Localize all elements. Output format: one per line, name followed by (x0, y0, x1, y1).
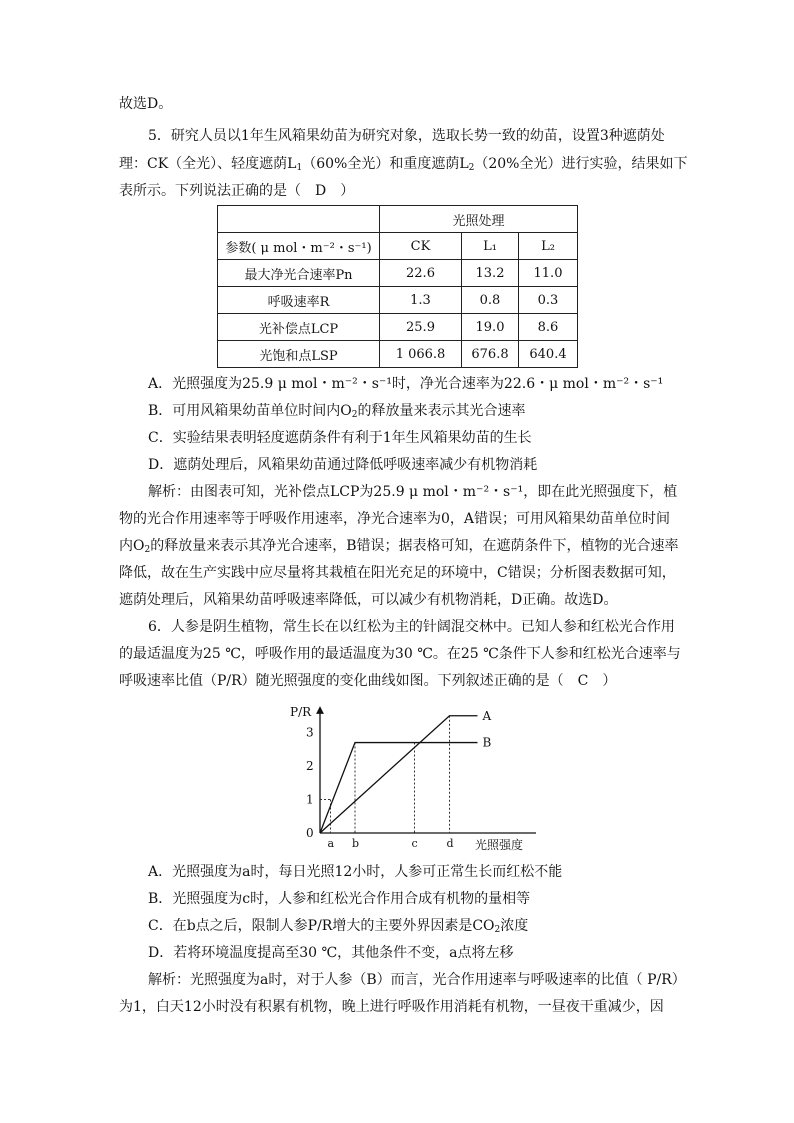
table-cell: 640.4 (519, 341, 578, 368)
text-line: 故选D。 (119, 96, 173, 112)
table-column-header: L₁ (462, 233, 519, 260)
option-line: D．遮荫处理后，风箱果幼苗通过降低呼吸速率减少有机物消耗 (148, 457, 538, 473)
x-tick-label: a (327, 837, 335, 850)
table-cell: 11.0 (519, 260, 578, 287)
table-group-header: 光照处理 (380, 206, 578, 233)
option-line: A．光照强度为a时，每日光照12小时，人参可正常生长而红松不能 (148, 864, 563, 880)
table-cell: 676.8 (462, 341, 519, 368)
question-6-line: 呼吸速率比值（P/R）随光照强度的变化曲线如图。下列叙述正确的是（ C ） (119, 673, 617, 689)
table-row-label: 光补偿点LCP (218, 314, 380, 341)
explanation-line: 解析：光照强度为a时，对于人参（B）而言，光合作用速率与呼吸速率的比值（ P/R） (148, 972, 686, 988)
series-label-B: B (482, 735, 492, 750)
y-axis-label: P/R (290, 705, 312, 719)
explanation-line: 内$O_2$的释放量来表示其净光合速率，B错误；据表格可知，在遮荫条件下，植物的光合速率 (119, 538, 679, 555)
table-row (218, 314, 578, 341)
data-table (217, 205, 578, 368)
explanation-line: 物的光合作用速率等于呼吸作用速率，净光合速率为0，A错误；可用风箱果幼苗单位时间 (119, 511, 671, 527)
option-line: C．实验结果表明轻度遮荫条件有利于1年生风箱果幼苗的生长 (148, 430, 532, 446)
table-param-label: 参数( μ mol・m⁻²・s⁻¹) (218, 233, 380, 260)
y-tick-label: 3 (306, 725, 314, 740)
option-line: C．在b点之后，限制人参P/R增大的主要外界因素是$CO_2$浓度 (148, 918, 529, 935)
pr-line-chart (286, 700, 546, 860)
table-cell: 25.9 (380, 314, 462, 341)
y-tick-label: 0 (306, 826, 314, 840)
table-cell: 13.2 (462, 260, 519, 287)
table-row-label: 光饱和点LSP (218, 341, 380, 368)
table-column-header: CK (380, 233, 462, 260)
option-line: B．光照强度为c时，人参和红松光合作用合成有机物的量相等 (148, 891, 531, 907)
explanation-line: 解析：由图表可知，光补偿点LCP为25.9 μ mol・m⁻²・s⁻¹，即在此光照强度下，植 (148, 484, 678, 500)
question-6-line: 6．人参是阴生植物，常生长在以红松为主的针阔混交林中。已知人参和红松光合作用 (148, 619, 675, 635)
table-row (218, 341, 578, 368)
option-line: D．若将环境温度提高至30 ℃，其他条件不变，a点将左移 (148, 945, 514, 961)
y-tick-label: 2 (306, 759, 314, 773)
table-cell: 19.0 (462, 314, 519, 341)
series-label-A: A (482, 708, 492, 723)
table-corner-cell (218, 206, 380, 233)
question-5-line: 5．研究人员以1年生风箱果幼苗为研究对象，选取长势一致的幼苗，设置3种遮荫处 (148, 128, 665, 144)
y-tick-label: 1 (306, 792, 314, 807)
table-row-label: 呼吸速率R (218, 287, 380, 314)
table-cell: 0.3 (519, 287, 578, 314)
table-cell: 0.8 (462, 287, 519, 314)
series-line-A (320, 716, 478, 833)
table-column-header: L₂ (519, 233, 578, 260)
table-cell: 22.6 (380, 260, 462, 287)
x-tick-label: c (411, 837, 418, 850)
x-tick-label: d (446, 837, 454, 850)
x-tick-label: b (352, 837, 360, 850)
table-cell: 8.6 (519, 314, 578, 341)
question-5-line: 表所示。下列说法正确的是（ D ） (119, 183, 355, 199)
table-cell: 1.3 (380, 287, 462, 314)
explanation-line: 为1，白天12小时没有积累有机物，晚上进行呼吸作用消耗有机物，一昼夜干重减少，因 (119, 999, 664, 1015)
explanation-line: 遮荫处理后，风箱果幼苗呼吸速率降低，可以减少有机物消耗，D正确。故选D。 (119, 592, 618, 608)
table-cell: 1 066.8 (380, 341, 462, 368)
question-5-line: 理：CK（全光）、轻度遮荫$L_1(60\%$全光）和重度遮荫$L_2(20\%$全光）进行实验，结果如下 (119, 156, 688, 173)
explanation-line: 降低，故在生产实践中应尽量将其栽植在阳光充足的环境中，C错误；分析图表数据可知， (119, 565, 676, 581)
option-line: B．可用风箱果幼苗单位时间内$O_2$的释放量来表示其光合速率 (148, 403, 526, 420)
table-row (218, 287, 578, 314)
x-axis-label: 光照强度 (475, 838, 524, 852)
table-row (218, 260, 578, 287)
series-line-B (320, 743, 478, 833)
question-6-line: 的最适温度为25 ℃，呼吸作用的最适温度为30 ℃。在25 ℃条件下人参和红松光合速率与 (119, 646, 681, 662)
option-line: A．光照强度为25.9 μ mol・m⁻²・s⁻¹时，净光合速率为22.6・μ mol・m⁻²・s⁻¹ (148, 376, 664, 392)
table-row-label: 最大净光合速率Pn (218, 260, 380, 287)
